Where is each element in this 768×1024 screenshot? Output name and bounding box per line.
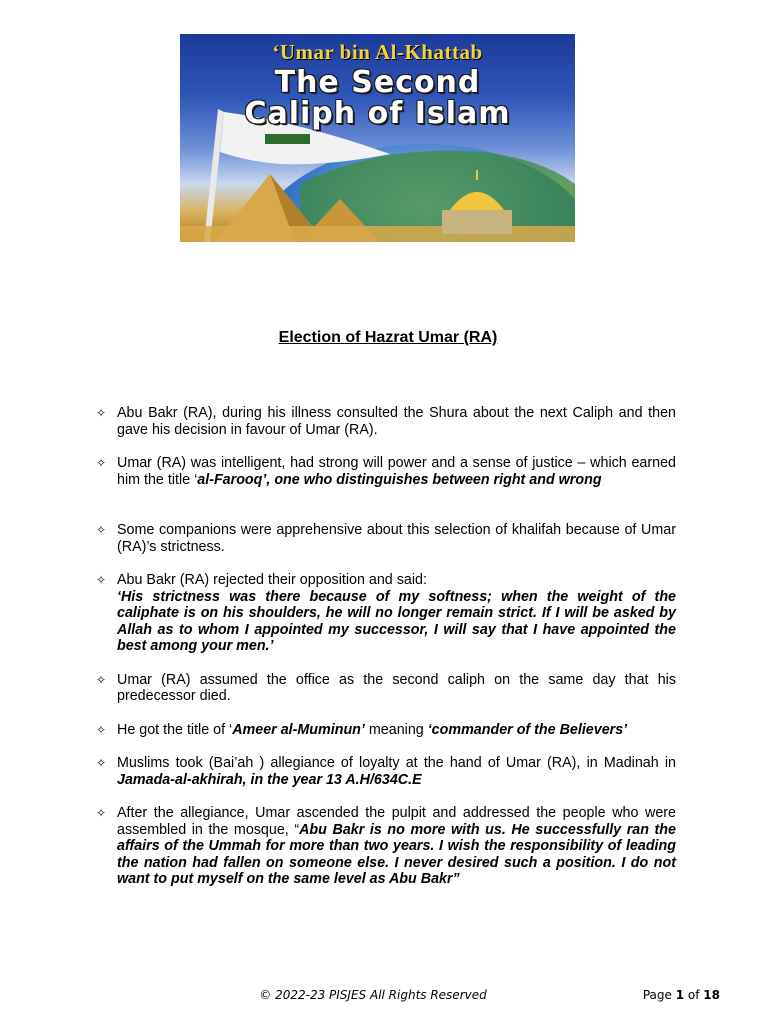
- star-bullet-icon: ✧: [96, 456, 107, 470]
- footer-copyright: © 2022-23 PISJES All Rights Reserved: [259, 988, 487, 1002]
- star-bullet-icon: ✧: [96, 672, 107, 687]
- cover-title-line2: Caliph of Islam: [244, 96, 511, 131]
- star-bullet-icon: ✧: [96, 756, 107, 770]
- quote-text: ‘His strictness was there because of my softness; when the weight of the caliphate is on his shoulders, he will no longer remain strict. If I will be asked by Allah as to whom I appointed my successor, I will say that I have appointed the best among your men.’: [117, 588, 676, 654]
- list-item: ✧ Abu Bakr (RA), during his illness consulted the Shura about the next Caliph and then gave his decision in favour of Umar (RA).: [96, 405, 676, 438]
- star-bullet-icon: ✧: [96, 523, 107, 537]
- list-item: ✧ After the allegiance, Umar ascended the pulpit and addressed the people who were assembled in the mosque, “Abu Bakr is no more with us. He successfully ran the affairs of the Ummah for more than two years. I wish the responsibility of leading the nation had fallen on someone else. I never desired such a position. I do not want to put myself on the same level as Abu Bakr”: [96, 805, 676, 887]
- star-bullet-icon: ✧: [96, 406, 107, 420]
- star-bullet-icon: ✧: [96, 722, 107, 737]
- mosque-base: [442, 210, 512, 234]
- footer-page-number: Page 1 of 18: [642, 988, 720, 1002]
- list-item: ✧ Some companions were apprehensive about this selection of khalifah because of Umar (RA)’s strictness.: [96, 522, 676, 555]
- star-bullet-icon: ✧: [96, 806, 107, 820]
- cover-title-line1: The Second: [274, 65, 481, 100]
- list-item: ✧ Umar (RA) was intelligent, had strong will power and a sense of justice – which earned him the title ‘al-Farooq’, one who distinguishes between right and wrong: [96, 455, 676, 488]
- flag-inscription: [265, 134, 310, 144]
- page-heading: Election of Hazrat Umar (RA): [278, 329, 498, 346]
- star-bullet-icon: ✧: [96, 573, 107, 587]
- list-item: ✧ Muslims took (Bai’ah ) allegiance of loyalty at the hand of Umar (RA), in Madinah in Jamada-al-akhirah, in the year 13 A.H/634C.E: [96, 755, 676, 788]
- cover-image: [180, 34, 575, 242]
- bullet-list: [96, 405, 676, 888]
- list-item: ✧ He got the title of ‘Ameer al-Muminun’ meaning ‘commander of the Believers’: [96, 721, 628, 738]
- cover-subtitle: ‘Umar bin Al-Khattab: [272, 40, 483, 64]
- list-item: ✧ Umar (RA) assumed the office as the second caliph on the same day that his predecessor died.: [96, 671, 676, 704]
- list-item: ✧ Abu Bakr (RA) rejected their opposition and said: ‘His strictness was there because of my softness; when the weight of the caliphate is on his shoulders, he will no longer remain strict. If I will be asked by Allah as to whom I appointed my successor, I will say that I have appointed the best among your men.’: [96, 572, 676, 654]
